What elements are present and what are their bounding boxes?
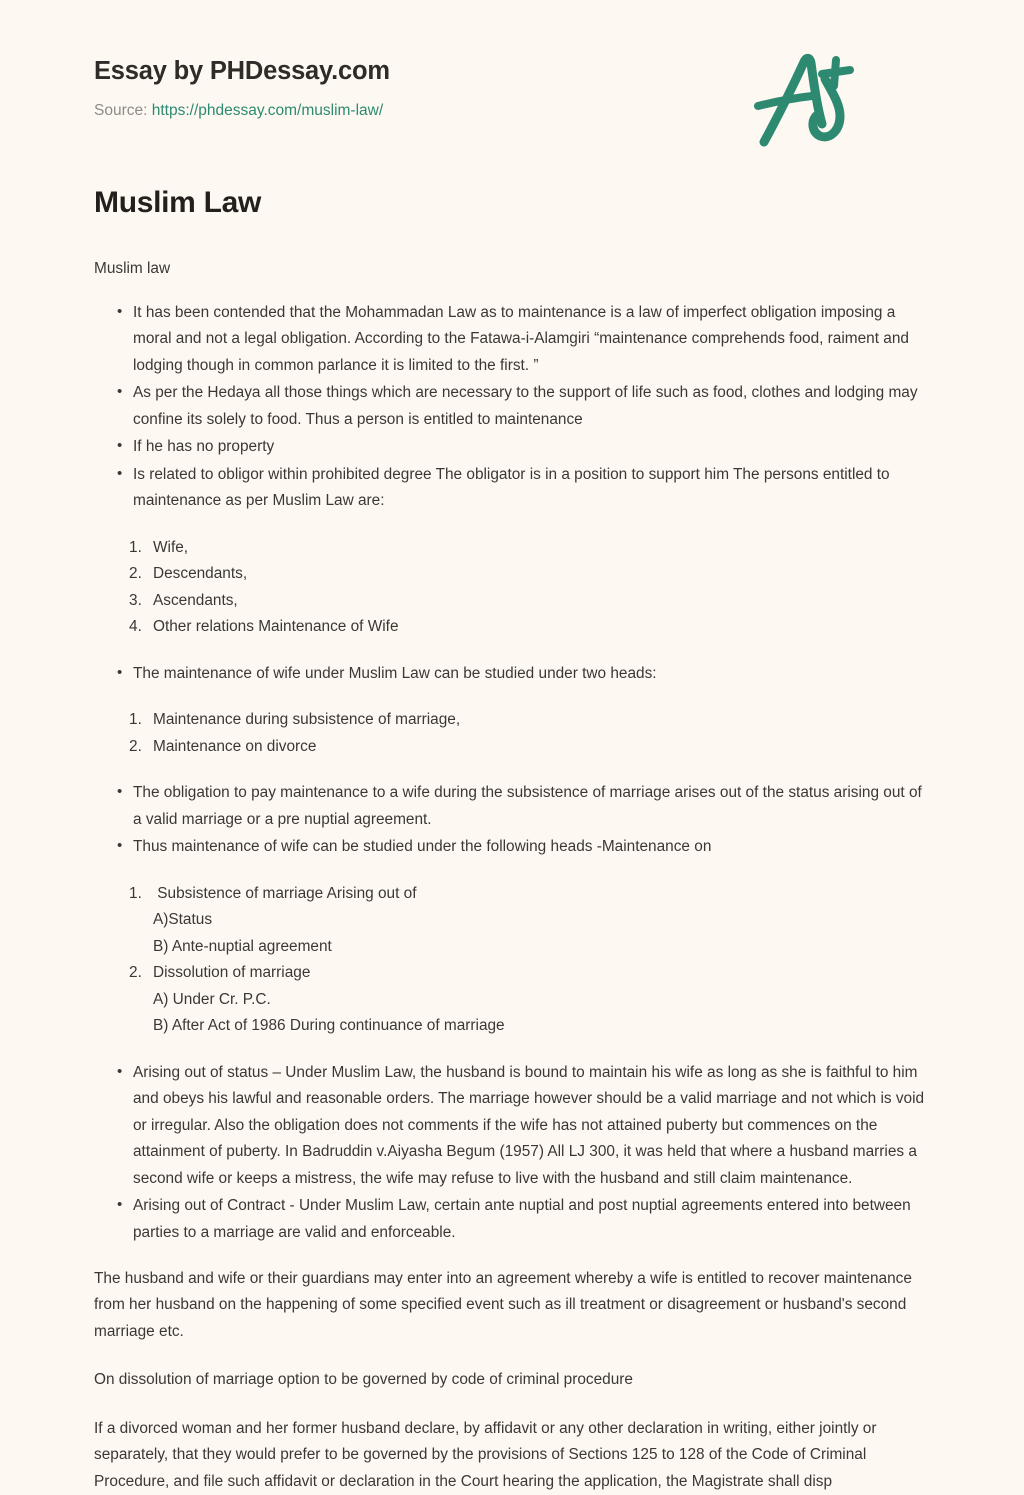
document-body <box>94 222 930 1495</box>
list-item: • The maintenance of wife under Muslim Law can be studied under two heads: <box>133 661 930 687</box>
bullet-list-3 <box>94 780 930 860</box>
intro-paragraph: Muslim law <box>94 256 930 282</box>
list-subitem-a: A) Under Cr. P.C. <box>153 987 930 1013</box>
numbered-list-2 <box>94 707 930 760</box>
list-item: • Thus maintenance of wife can be studied under the following heads -Maintenance on <box>133 834 930 860</box>
list-item: Ascendants, <box>153 588 930 614</box>
list-item: Descendants, <box>153 561 930 587</box>
brand-title: Essay by PHDessay.com <box>94 56 930 87</box>
list-item: • Is related to obligor within prohibited degree The obligator is in a position to support him The persons entitled to maintenance as per Muslim Law are: <box>133 462 930 515</box>
list-item: • Arising out of Contract - Under Muslim Law, certain ante nuptial and post nuptial agreements entered into between parties to a marriage are valid and enforceable. <box>133 1193 930 1246</box>
list-item-main: Subsistence of marriage Arising out of <box>153 885 417 902</box>
list-item: Other relations Maintenance of Wife <box>153 614 930 640</box>
list-item: Maintenance on divorce <box>153 734 930 760</box>
bullet-list-1 <box>94 300 930 515</box>
bullet-list-4 <box>94 1060 930 1246</box>
list-subitem-b: B) Ante-nuptial agreement <box>153 934 930 960</box>
list-item: Wife, <box>153 535 930 561</box>
body-paragraph: If a divorced woman and her former husband declare, by affidavit or any other declaration in writing, either jointly or separately, that they would prefer to be governed by the provisions of Sections 125 to 128 of the Code of Criminal Procedure, and file such affidavit or declaration in the Court hearing the application, the Magistrate shall disp <box>94 1416 930 1495</box>
list-item: • It has been contended that the Mohammadan Law as to maintenance is a law of imperfect obligation imposing a moral and not a legal obligation. According to the Fatawa-i-Alamgiri “maintenance comprehends food, raiment and lodging though in common parlance it is limited to the first. ” <box>133 300 930 379</box>
list-subitem-b: B) After Act of 1986 During continuance of marriage <box>153 1013 930 1039</box>
numbered-list-3 <box>94 881 930 1040</box>
list-item <box>153 881 930 960</box>
list-item <box>153 960 930 1039</box>
body-paragraph: The husband and wife or their guardians may enter into an agreement whereby a wife is entitled to recover maintenance from her husband on the happening of some specified event such as ill treatment or disagreement or husband's second marriage etc. <box>94 1266 930 1345</box>
page-header <box>94 0 930 118</box>
bullet-list-2 <box>94 661 930 687</box>
list-item: • If he has no property <box>133 434 930 460</box>
source-url-link[interactable]: https://phdessay.com/muslim-law/ <box>152 102 383 119</box>
list-item: • Arising out of status – Under Muslim Law, the husband is bound to maintain his wife as long as she is faithful to him and obeys his lawful and reasonable orders. The marriage however should be a valid marriage and not which is void or irregular. Also the obligation does not comments if the wife has not attained puberty but commences on the attainment of puberty. In Badruddin v.Aiyasha Begum (1957) All LJ 300, it was held that where a husband marries a second wife or keeps a mistress, the wife may refuse to live with the husband and still claim maintenance. <box>133 1060 930 1192</box>
list-item: Maintenance during subsistence of marriage, <box>153 707 930 733</box>
source-label: Source: <box>94 102 147 119</box>
list-item-main: Dissolution of marriage <box>153 964 310 981</box>
a-plus-logo <box>748 44 868 154</box>
numbered-list-1 <box>94 535 930 641</box>
list-item: • As per the Hedaya all those things which are necessary to the support of life such as food, clothes and lodging may confine its solely to food. Thus a person is entitled to maintenance <box>133 380 930 433</box>
list-item: • The obligation to pay maintenance to a wife during the subsistence of marriage arises out of the status arising out of a valid marriage or a pre nuptial agreement. <box>133 780 930 833</box>
list-subitem-a: A)Status <box>153 907 930 933</box>
body-paragraph: On dissolution of marriage option to be governed by code of criminal procedure <box>94 1367 930 1393</box>
page-title: Muslim Law <box>94 118 930 222</box>
